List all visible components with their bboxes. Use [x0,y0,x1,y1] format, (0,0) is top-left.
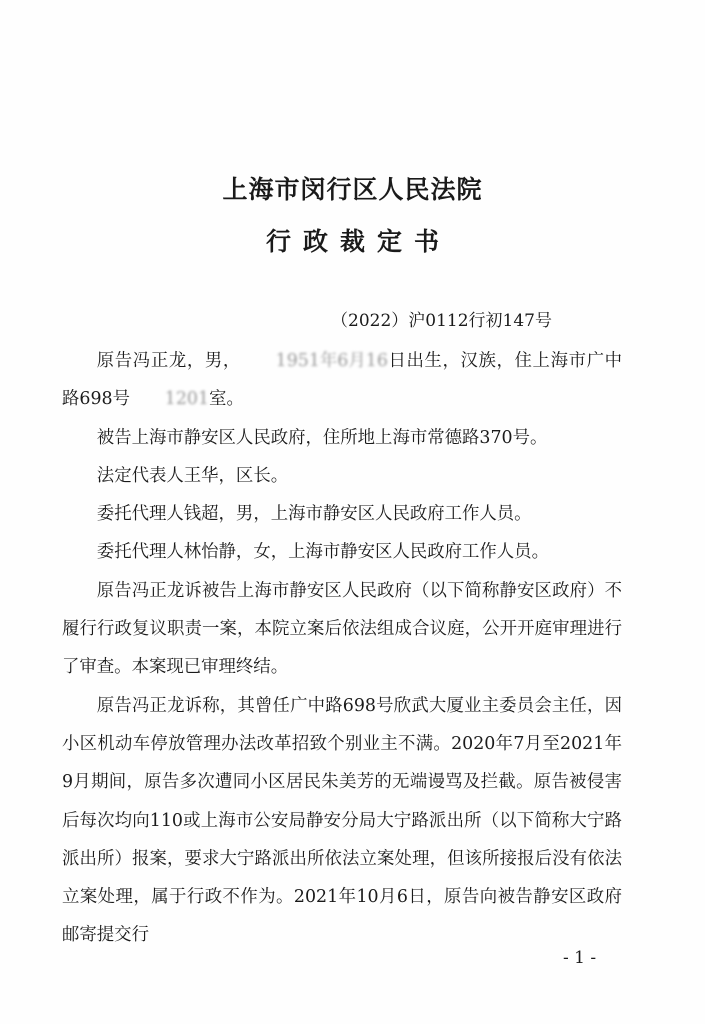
case-number: （2022）沪0112行初147号 [331,311,552,331]
paragraph-agent-2: 委托代理人林怡静，女，上海市静安区人民政府工作人员。 [96,542,549,563]
paragraph-defendant: 被告上海市静安区人民政府，住所地上海市常德路370号。 [96,427,548,448]
redacted-room-number: 1201 [164,389,210,410]
paragraph-legal-representative: 法定代表人王华，区长。 [96,465,289,486]
paragraph-agent-1: 委托代理人钱超，男，上海市静安区人民政府工作人员。 [96,504,532,525]
page-number: - 1 - [563,948,597,968]
document-body [62,342,622,955]
paragraph-plaintiff-text-2: 日出生，汉族，住上海市广中路698号 [62,351,622,410]
redacted-birthdate: 1951年6月16 [275,351,388,371]
paragraph-plaintiff [62,342,622,419]
paragraph-plaintiff-claims: 原告冯正龙诉称，其曾任广中路698号欣武大厦业主委员会主任，因小区机动车停放管理办法改革招致个别业主不满。2020年7月至2021年9月期间，原告多次遭同小区居民朱美芳的无端谩骂及拦截。原告被侵害后每次均向110或上海市公安局静安分局大宁路派出所（以下简称大宁路派出所）报案，要求大宁路派出所依法立案处理，但该所接报后没有依法立案处理，属于行政不作为。2021年10月6日，原告向被告静安区政府邮寄提交行 [62,695,622,946]
paragraph-plaintiff-text-3: 室。 [209,389,244,410]
paragraph-plaintiff-text-1: 原告冯正龙，男， [96,351,241,371]
document-type-heading: 行政裁定书 [265,227,451,256]
paragraph-case-summary: 原告冯正龙诉被告上海市静安区人民政府（以下简称静安区政府）不履行行政复议职责一案，本院立案后依法组成合议庭，公开开庭审理进行了审查。本案现已审理终结。 [62,580,622,678]
court-name-heading: 上海市闵行区人民法院 [222,175,483,204]
